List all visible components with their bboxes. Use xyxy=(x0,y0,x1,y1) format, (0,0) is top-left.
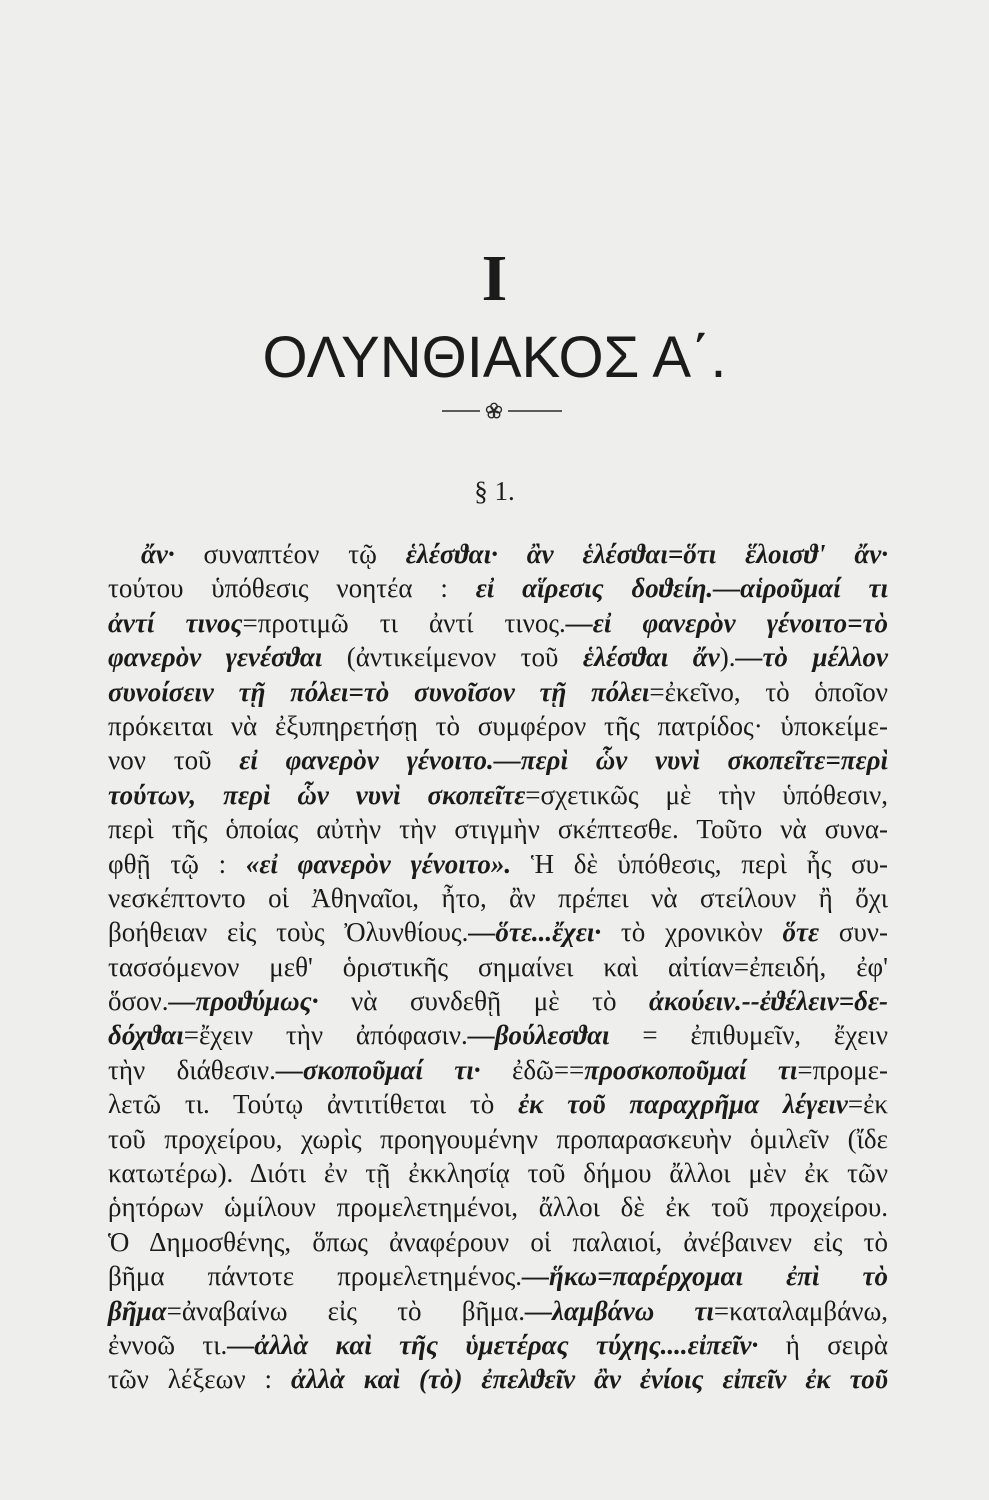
lemma-phrase: εἰ αἵρεσις δοϑείη.—αἱροῦμαί τι xyxy=(475,573,888,604)
gloss-text: ὅσον. xyxy=(108,986,169,1017)
gloss-text: (ἀντικείμενον τοῦ xyxy=(322,642,583,673)
text-line-content xyxy=(108,640,888,674)
gloss-text: ). xyxy=(719,642,736,673)
text-line xyxy=(108,571,888,605)
flower-ornament-icon xyxy=(430,399,570,423)
lemma-phrase: συνοίσειν τῇ πόλει=τὸ συνοῖσον τῇ πόλει xyxy=(108,676,650,707)
text-line xyxy=(108,778,888,812)
text-line xyxy=(108,1190,888,1224)
gloss-text: ἡ σειρὰ xyxy=(758,1329,888,1360)
gloss-text: =ἔχειν τὴν ἀπόφασιν. xyxy=(183,1020,468,1051)
text-line xyxy=(108,812,888,846)
gloss-text: κατωτέρω). Διότι ἐν τῇ ἐκκλησίᾳ τοῦ δήμου ἄλλοι μὲν ἐκ τῶν xyxy=(108,1158,888,1189)
lemma-phrase: —ὅτε...ἔχει· xyxy=(468,917,602,948)
section-number: § 1. xyxy=(474,476,515,506)
ornament-flower xyxy=(487,403,502,418)
chapter-title: ΟΛΥΝΘΙΑΚΟΣ Α΄. xyxy=(262,325,727,390)
lemma-phrase: ἄν· xyxy=(141,539,175,569)
lemma-phrase: τούτων, περὶ ὧν νυνὶ σκοπεῖτε xyxy=(108,779,526,810)
gloss-text: = ἐπιθυμεῖν, ἔχειν xyxy=(609,1020,888,1051)
lemma-phrase: βῆμα xyxy=(108,1295,167,1326)
text-line-content xyxy=(108,1294,888,1328)
text-line-content xyxy=(108,812,888,846)
text-line-content xyxy=(108,1156,888,1190)
text-line-content xyxy=(108,1328,888,1362)
gloss-text: τοῦ προχείρου, χωρὶς προηγουμένην προπαρασκευὴν ὁμιλεῖν (ἴδε xyxy=(108,1123,888,1154)
text-line-content xyxy=(108,881,888,915)
gloss-text: =ἐκ xyxy=(847,1089,888,1120)
lemma-phrase: ἀντί τινος xyxy=(108,607,243,638)
text-line-content xyxy=(108,1018,888,1052)
text-line-content xyxy=(108,709,888,743)
gloss-text: ἐννοῶ τι. xyxy=(108,1329,228,1360)
lemma-phrase: εἰ φανερὸν γένοιτο.—περὶ ὧν νυνὶ σκοπεῖτε=περὶ xyxy=(239,745,888,776)
text-line-content xyxy=(108,1225,888,1259)
lemma-phrase: ἐκ τοῦ παραχρῆμα λέγειν xyxy=(518,1089,848,1120)
text-line xyxy=(108,1259,888,1293)
text-line xyxy=(108,709,888,743)
gloss-text: νὰ συνδεθῇ μὲ τὸ xyxy=(318,986,650,1017)
gloss-text: =προτιμῶ τι ἀντί τινος. xyxy=(242,607,566,638)
text-line xyxy=(108,606,888,640)
gloss-text: =προμε- xyxy=(797,1054,889,1085)
gloss-text: νεσκέπτοντο οἱ Ἀθηναῖοι, ἦτο, ἂν πρέπει νὰ στείλουν ἢ ὄχι xyxy=(108,882,888,913)
section-ornament xyxy=(430,399,570,423)
text-line-content xyxy=(108,950,888,984)
commentary-body xyxy=(108,537,888,1397)
text-line-content xyxy=(108,1362,888,1396)
gloss-text: τὴν διάθεσιν. xyxy=(108,1054,276,1085)
gloss-text: πρόκειται νὰ ἐξυπηρετήσῃ τὸ συμφέρον τῆς πατρίδος· ὑποκείμε- xyxy=(108,710,888,741)
lemma-phrase: προσκοποῦμαί τι xyxy=(584,1054,798,1085)
gloss-text: Ἡ δὲ ὑπόθεσις, περὶ ἧς συ- xyxy=(511,848,889,879)
gloss-text: =ἀναβαίνω εἰς τὸ βῆμα. xyxy=(166,1295,525,1326)
lemma-phrase: ἀλλὰ καὶ (τὸ) ἐπελϑεῖν ἂν ἐνίοις εἰπεῖν ἐκ τοῦ xyxy=(291,1364,888,1395)
lemma-phrase: —τὸ μέλλον xyxy=(735,642,888,673)
text-line-content xyxy=(108,606,888,640)
lemma-phrase: ἀκούειν.--ἐϑέλειν=δε- xyxy=(649,986,888,1017)
gloss-text: νον τοῦ xyxy=(108,745,240,776)
lemma-phrase: ὅτε xyxy=(782,917,820,948)
gloss-text: συν- xyxy=(819,917,889,948)
text-line xyxy=(108,847,888,881)
gloss-text: ῥητόρων ὡμίλουν προμελετημένοι, ἄλλοι δὲ ἐκ τοῦ προχείρου. xyxy=(108,1192,888,1223)
text-line xyxy=(108,1225,888,1259)
lemma-phrase: «εἰ φανερὸν γένοιτο». xyxy=(245,848,512,879)
gloss-text: τασσόμενον μεθ' ὁριστικῆς σημαίνει καὶ αἰτίαν=ἐπειδή, ἐφ' xyxy=(108,951,888,982)
text-line xyxy=(108,1294,888,1328)
text-line xyxy=(108,1087,888,1121)
lemma-phrase: —προϑύμως· xyxy=(168,986,319,1017)
text-line xyxy=(108,1018,888,1052)
text-line xyxy=(108,950,888,984)
lemma-phrase: —ἀλλὰ καὶ τῆς ὑμετέρας τύχης....εἰπεῖν· xyxy=(227,1329,759,1360)
text-line xyxy=(108,640,888,674)
text-line-content xyxy=(108,1053,888,1087)
gloss-text: ἐδῶ== xyxy=(480,1054,585,1085)
text-line-content xyxy=(108,1259,888,1293)
gloss-text: =ἐκεῖνο, τὸ ὁποῖον xyxy=(649,676,888,707)
gloss-text: =σχετικῶς μὲ τὴν ὑπόθεσιν, xyxy=(525,779,889,810)
gloss-text: τὸ χρονικὸν xyxy=(601,917,783,948)
lemma-phrase: —ἥκω=παρέρχομαι ἐπὶ τὸ xyxy=(522,1261,888,1292)
text-line-content xyxy=(108,743,888,777)
text-line-content xyxy=(141,537,888,571)
gloss-text: τῶν λέξεων : xyxy=(108,1364,291,1395)
chapter-numeral: I xyxy=(481,242,508,315)
text-line-content xyxy=(108,1087,888,1121)
lemma-phrase: —εἰ φανερὸν γένοιτο=τὸ xyxy=(565,607,888,638)
text-line xyxy=(108,915,888,949)
text-line xyxy=(108,881,888,915)
text-line-content xyxy=(108,1190,888,1224)
lemma-phrase: —βούλεσϑαι xyxy=(467,1020,610,1051)
text-line-content xyxy=(108,1122,888,1156)
text-line xyxy=(108,675,888,709)
gloss-text: περὶ τῆς ὁποίας αὐτὴν τὴν στιγμὴν σκέπτεσθε. Τοῦτο νὰ συνα- xyxy=(108,814,888,845)
text-line xyxy=(108,1053,888,1087)
gloss-text: τούτου ὑπόθεσις νοητέα : xyxy=(108,573,476,604)
lemma-phrase: ἑλέσϑαι· ἂν ἑλέσϑαι=ὅτι ἕλοισϑ' ἄν· xyxy=(405,539,888,569)
text-line-content xyxy=(108,915,888,949)
lemma-phrase: δόχϑαι xyxy=(108,1020,184,1051)
lemma-phrase: ἑλέσϑαι ἄν xyxy=(582,642,720,673)
lemma-phrase: φανερὸν γενέσϑαι xyxy=(108,642,323,673)
text-line xyxy=(108,1328,888,1362)
gloss-text: =καταλαμβάνω, xyxy=(713,1295,888,1326)
text-line-content xyxy=(108,984,888,1018)
text-line xyxy=(108,537,888,571)
text-line-content xyxy=(108,778,888,812)
gloss-text: βοήθειαν εἰς τοὺς Ὀλυνθίους. xyxy=(108,917,469,948)
text-line xyxy=(108,1122,888,1156)
text-line xyxy=(108,1156,888,1190)
lemma-phrase: —λαμβάνω τι xyxy=(525,1295,714,1326)
gloss-text: φθῇ τῷ : xyxy=(108,848,246,879)
gloss-text: Ὁ Δημοσθένης, ὅπως ἀναφέρουν οἱ παλαιοί, ἀνέβαινεν εἰς τὸ xyxy=(108,1226,888,1257)
gloss-text: βῆμα πάντοτε προμελετημένος. xyxy=(108,1261,523,1292)
gloss-text: συναπτέον τῷ xyxy=(174,539,406,569)
text-line-content xyxy=(108,847,888,881)
text-line-content xyxy=(108,675,888,709)
gloss-text: λετῶ τι. Τούτῳ ἀντιτίθεται τὸ xyxy=(108,1089,519,1120)
text-line xyxy=(108,743,888,777)
text-line-content xyxy=(108,571,888,605)
lemma-phrase: —σκοποῦμαί τι· xyxy=(275,1054,481,1085)
text-line xyxy=(108,984,888,1018)
text-line xyxy=(108,1362,888,1396)
